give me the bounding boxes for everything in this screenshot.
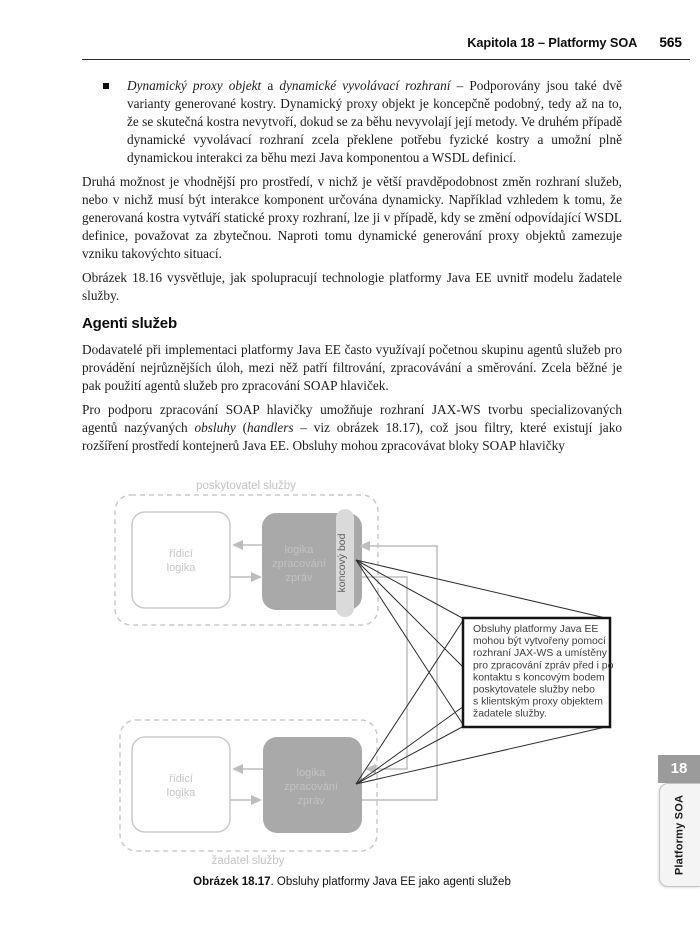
chapter-number-tab: 18 — [658, 755, 700, 783]
paragraph-5 — [82, 401, 622, 455]
p5-seg4: – viz obrázek 18.17), což jsou filtry, které existují jako rozšíření prostředí kontejnerů Java EE. Obsluhy mohou zpracovávat bloky SOAP hlavičky — [82, 420, 622, 453]
callout-line-5: kontaktu s koncovým bodem — [473, 672, 605, 684]
callout-line-3: rozhraní JAX-WS a umístěny — [473, 648, 607, 660]
callout-line-4: pro zpracování zpráv před i po — [473, 660, 614, 672]
chapter-title: Kapitola 18 – Platformy SOA — [467, 35, 638, 50]
callout-line-2: mohou být vytvořeny pomocí — [473, 636, 606, 648]
requestor-message-logic-label-1: logika — [296, 767, 326, 779]
provider-core-logic-label-2: logika — [166, 562, 196, 574]
provider-message-logic-label-1: logika — [284, 544, 314, 556]
requestor-core-logic-label-2: logika — [166, 787, 196, 799]
callout-line-1: Obsluhy platformy Java EE — [473, 624, 599, 635]
paragraph-4: Dodavatelé při implementaci platformy Java EE často využívají početnou skupinu agentů služeb pro provádění nejrůznějších úloh, mezi něž patří filtrování, zpracovávání a směrování. Zcela běžné je pak použití agentů služeb pro zpracování SOAP hlaviček. — [82, 342, 622, 393]
bullet-body: – Podporovány jsou také dvě varianty generované kostry. Dynamický proxy objekt je koncepčně podobný, tedy až na to, že se skutečná kostra nevytvoří, dokud se za běhu nevyvolají její metody. Ve druhém případě dynamické vyvolávací rozhraní zcela překlene potřebu fyzické kostry a umožní plně dynamickou interakci za běhu mezi Java komponentou a WSDL definicí. — [127, 78, 622, 165]
page-number: 565 — [659, 35, 682, 50]
endpoint-label: koncový bod — [336, 533, 348, 593]
bullet-item — [82, 77, 622, 167]
callout-line-6: poskytovatele služby nebo — [473, 684, 595, 696]
bullet-conj: a — [261, 78, 280, 93]
provider-core-logic-box — [132, 512, 230, 608]
callout-text — [473, 624, 614, 720]
bullet-term-2: dynamické vyvolávací rozhraní — [279, 78, 451, 93]
bullet-text — [127, 77, 622, 167]
text-block — [82, 77, 622, 461]
paragraph-3: Obrázek 18.16 vysvětluje, jak spolupracují technologie platformy Java EE uvnitř modelu žadatele služby. — [82, 270, 622, 303]
requestor-message-logic-label-2: zpracování — [284, 781, 338, 793]
p5-seg0: Pro podporu zpracování SOAP hlavičky umožňuje rozhraní JAX-WS tvorbu specializovaných agentů nazývaných — [82, 402, 622, 435]
provider-boundary-label: poskytovatel služby — [196, 480, 296, 492]
requestor-internal-arrows — [230, 764, 263, 805]
p5-seg2: ( — [235, 420, 248, 435]
callout-line-7: s klientským proxy objektem — [473, 696, 603, 708]
figure-caption — [82, 875, 622, 889]
p5-term-handlers: handlers — [247, 420, 294, 435]
section-heading: Agenti služeb — [82, 315, 177, 332]
figure-caption-number: Obrázek 18.17 — [193, 876, 271, 888]
requestor-boundary-label: žadatel služby — [211, 855, 285, 867]
figure-caption-text: . Obsluhy platformy Java EE jako agenti služeb — [270, 876, 511, 888]
requestor-core-logic-label-1: řídicí — [169, 773, 193, 785]
requestor-message-logic-label-3: zpráv — [297, 795, 325, 807]
figure-18-17 — [0, 478, 700, 878]
bullet-term-1: Dynamický proxy objekt — [127, 78, 262, 93]
chapter-side-tab-label: Platformy SOA — [673, 794, 686, 876]
chapter-side-tab — [659, 783, 700, 887]
provider-message-logic-label-2: zpracování — [272, 558, 326, 570]
p5-term-obsluhy: obsluhy — [194, 420, 236, 435]
page-header — [82, 34, 690, 60]
provider-internal-arrows — [230, 540, 262, 582]
provider-message-logic-label-3: zpráv — [285, 572, 313, 584]
bullet-marker-icon — [103, 83, 109, 89]
paragraph-2: Druhá možnost je vhodnější pro prostředí, v nichž je větší pravděpodobnost změn rozhraní služeb, nebo v nichž musí být interakce komponent určována dynamicky. Například vzhledem k tomu, že generovaná kostra vytváří statické proxy rozhraní, lze ji v případě, kdy se změní odpovídající WSDL definice, považovat za zbytečnou. Naproti tomu dynamické generování proxy objektů zamezuje vzniku takovýchto situací. — [82, 174, 622, 261]
callout-line-8: žadatele služby. — [473, 708, 547, 720]
provider-core-logic-label-1: řídicí — [169, 548, 193, 560]
message-loop-inner — [362, 577, 407, 774]
